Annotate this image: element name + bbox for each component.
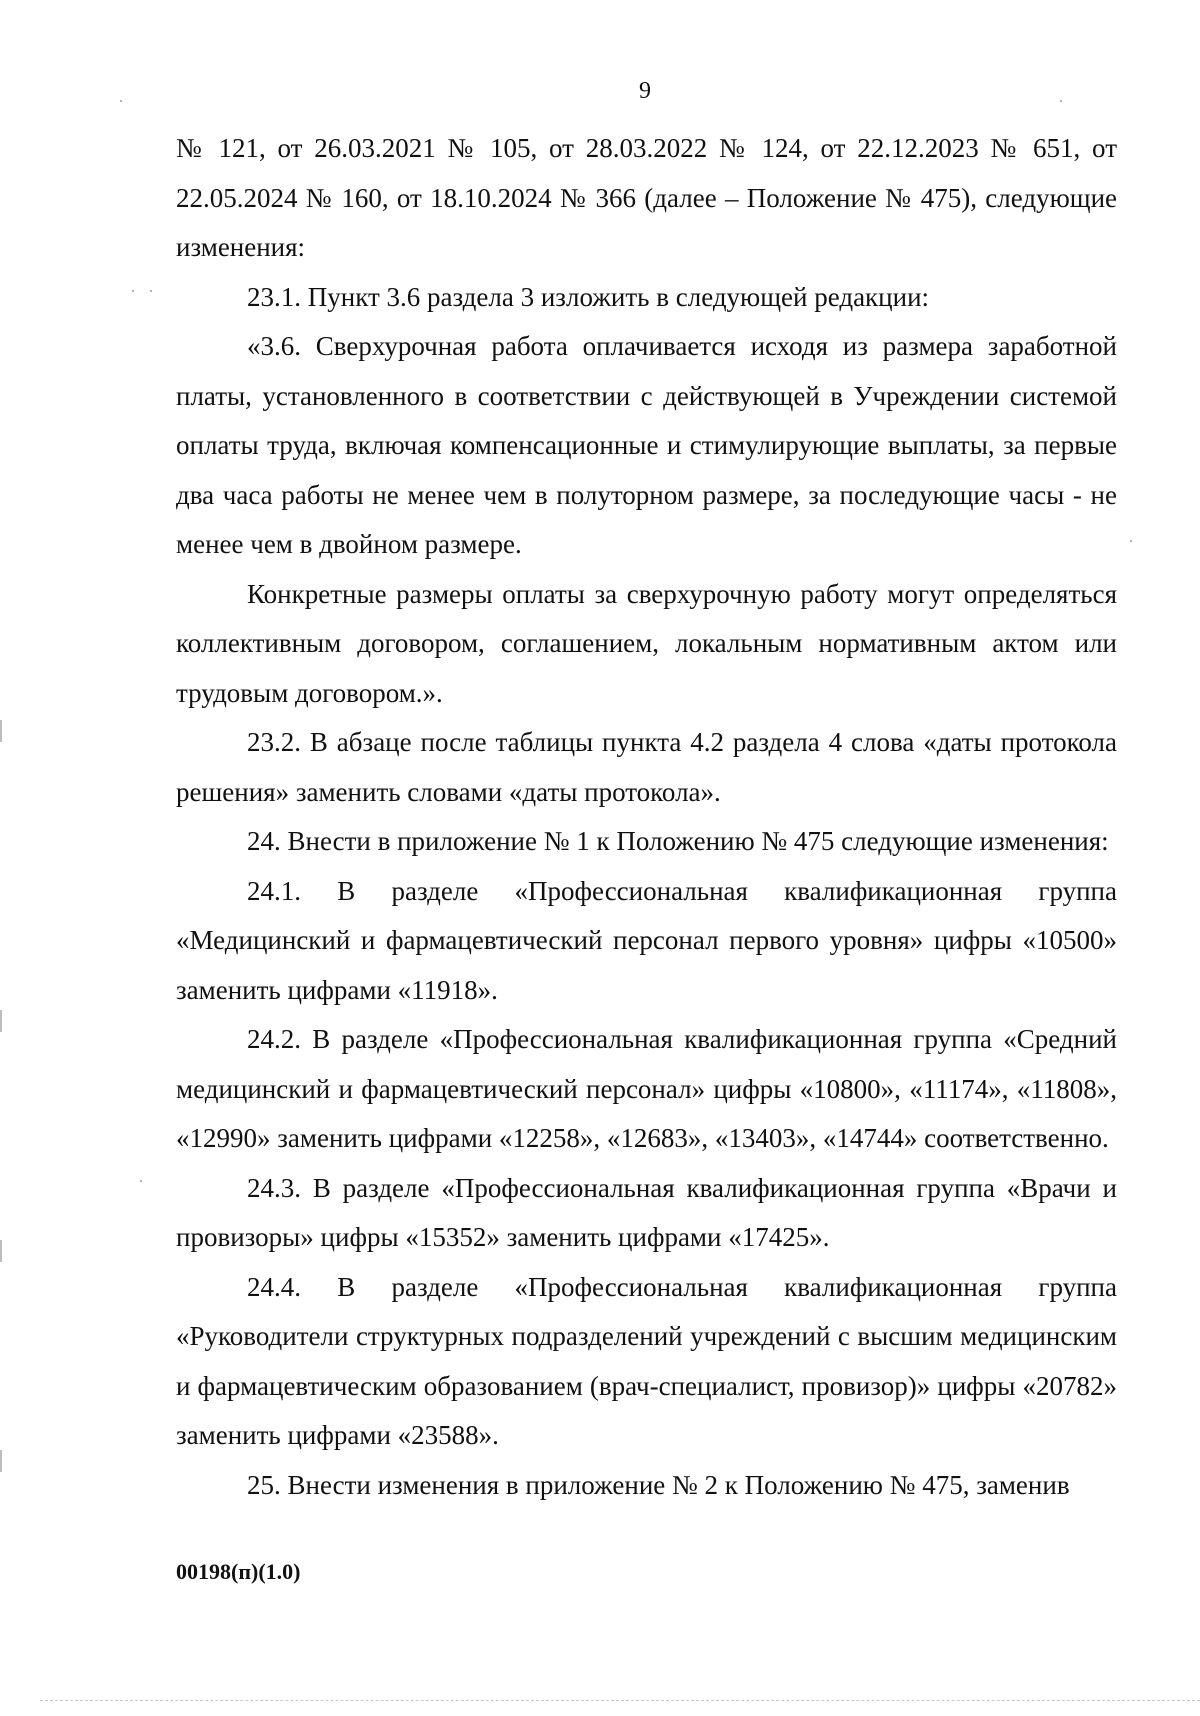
paragraph-quote-3-6: «3.6. Сверхурочная работа оплачивается исходя из размера заработной платы, установленного в соответствии с действующей в Учреждении системой оплаты труда, включая компенсационные и стимулирующие выплаты, за первые два часа работы не менее чем в полуторном размере, за последующие часы - не менее чем в двойном размере. <box>176 331 1117 559</box>
document-body <box>176 124 1117 1510</box>
document-code: 00198(п)(1.0) <box>176 1559 301 1584</box>
scan-edge-mark <box>0 1450 6 1472</box>
paragraph-specific-amounts: Конкретные размеры оплаты за сверхурочную работу могут определяться коллективным договором, соглашением, локальным нормативным актом или трудовым договором.». <box>176 578 1117 708</box>
page-number: 9 <box>639 78 651 104</box>
scan-speck <box>132 290 134 292</box>
paragraph-25: 25. Внести изменения в приложение № 2 к Положению № 475, заменив <box>247 1469 1070 1500</box>
paragraph-continuation: № 121, от 26.03.2021 № 105, от 28.03.2022 № 124, от 22.12.2023 № 651, от 22.05.2024 № 160, от 18.10.2024 № 366 (далее – Положение № 475), следующие изменения: <box>176 133 1117 262</box>
paragraph-24: 24. Внести в приложение № 1 к Положению № 475 следующие изменения: <box>247 826 1109 856</box>
scan-edge-mark <box>0 1010 6 1032</box>
scan-speck <box>140 1180 142 1182</box>
paragraph-24-3: 24.3. В разделе «Профессиональная квалификационная группа «Врачи и провизоры» цифры «15352» заменить цифрами «17425». <box>176 1172 1117 1252</box>
paragraph-24-4: 24.4. В разделе «Профессиональная квалификационная группа «Руководители структурных подразделений учреждений с высшим медицинским и фармацевтическим образованием (врач-специалист, провизор)» цифры «20782» заменить цифрами «23588». <box>176 1271 1117 1450</box>
paragraph-24-2: 24.2. В разделе «Профессиональная квалификационная группа «Средний медицинский и фармацевтический персонал» цифры «10800», «11174», «11808», «12990» заменить цифрами «12258», «12683», «13403», «14744» соответственно. <box>176 1024 1117 1153</box>
scan-bottom-edge <box>40 1700 1200 1701</box>
scan-edge-mark <box>0 720 6 742</box>
scan-speck <box>120 100 122 102</box>
scan-speck <box>1130 540 1132 542</box>
paragraph-24-1: 24.1. В разделе «Профессиональная квалификационная группа «Медицинский и фармацевтический персонал первого уровня» цифры «10500» заменить цифрами «11918». <box>176 875 1117 1005</box>
paragraph-23-2: 23.2. В абзаце после таблицы пункта 4.2 раздела 4 слова «даты протокола решения» заменить словами «даты протокола». <box>176 727 1117 807</box>
scan-speck <box>1060 100 1062 102</box>
paragraph-23-1: 23.1. Пункт 3.6 раздела 3 изложить в следующей редакции: <box>247 281 930 312</box>
scan-speck <box>150 290 152 292</box>
scan-edge-mark <box>0 1240 6 1262</box>
